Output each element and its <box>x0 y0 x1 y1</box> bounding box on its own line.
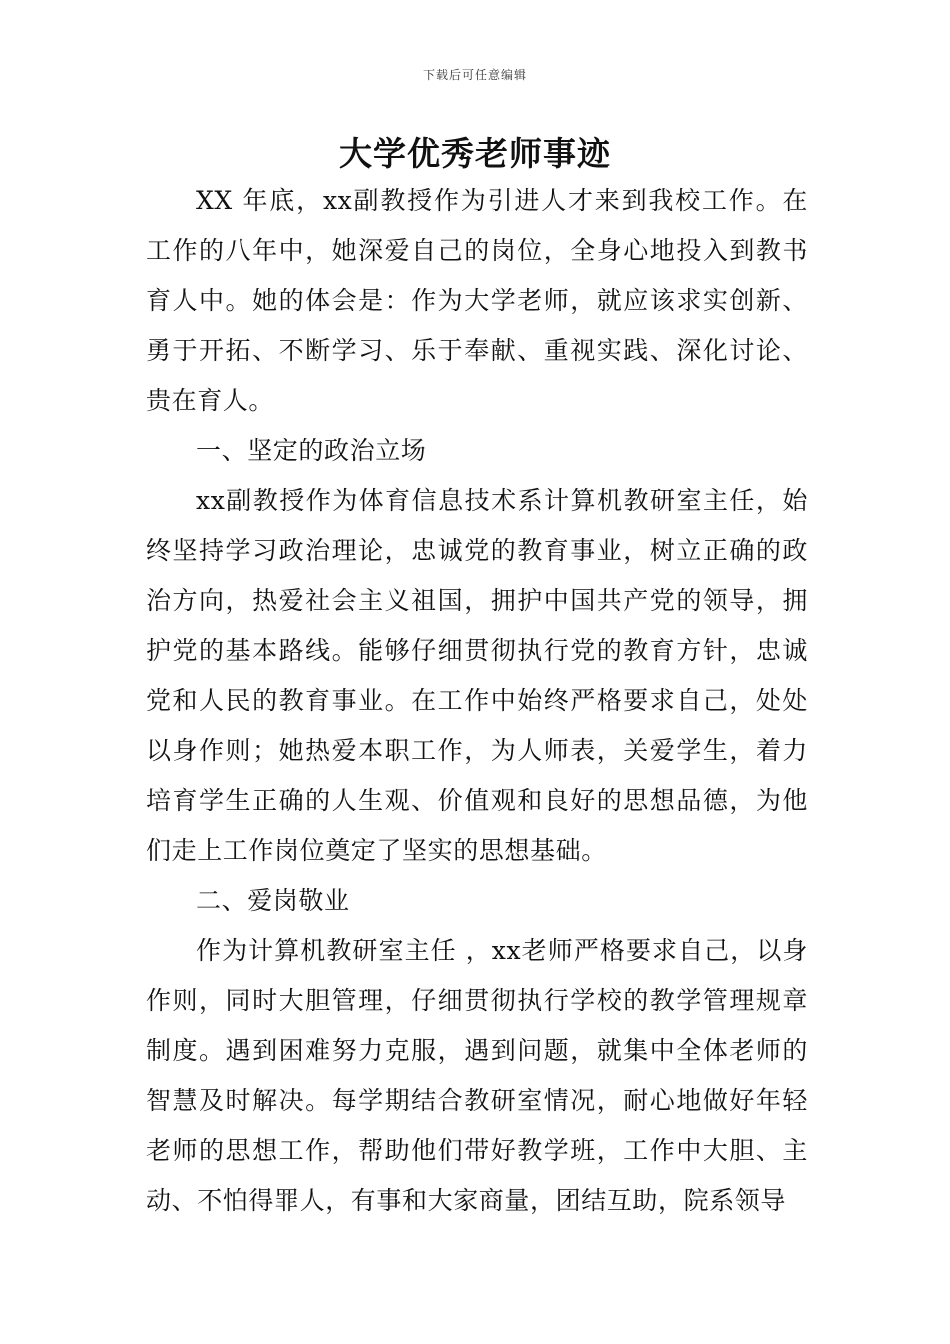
paragraph-intro: XX 年底，xx副教授作为引进人才来到我校工作。在工作的八年中，她深爱自己的岗位，全身心地投入到教书育人中。她的体会是：作为大学老师，就应该求实创新、勇于开拓、不断学习、乐于奉献、重视实践、深化讨论、贵在育人。 <box>146 186 808 415</box>
paragraph-political: xx副教授作为体育信息技术系计算机教研室主任，始终坚持学习政治理论，忠诚党的教育事业，树立正确的政治方向，热爱社会主义祖国，拥护中国共产党的领导，拥护党的基本路线。能够仔细贯彻执行党的教育方针，忠诚党和人民的教育事业。在工作中始终严格要求自己，处处以身作则；她热爱本职工作，为人师表，关爱学生，着力培育学生正确的人生观、价值观和良好的思想品德，为他们走上工作岗位奠定了坚实的思想基础。 <box>146 486 808 865</box>
paragraph-dedication: 作为计算机教研室主任 ，xx老师严格要求自己，以身作则，同时大胆管理，仔细贯彻执行学校的教学管理规章制度。遇到困难努力克服，遇到问题，就集中全体老师的智慧及时解决。每学期结合教研室情况，耐心地做好年轻老师的思想工作，帮助他们带好教学班，工作中大胆、主动、不怕得罪人，有事和大家商量，团结互助，院系领导 <box>146 936 808 1215</box>
section-heading-2: 二、爱岗敬业 <box>196 886 350 915</box>
section-heading-1: 一、坚定的政治立场 <box>196 436 427 465</box>
header-note: 下载后可任意编辑 <box>422 68 527 82</box>
document-title: 大学优秀老师事迹 <box>339 134 611 173</box>
document-body <box>146 176 808 1226</box>
